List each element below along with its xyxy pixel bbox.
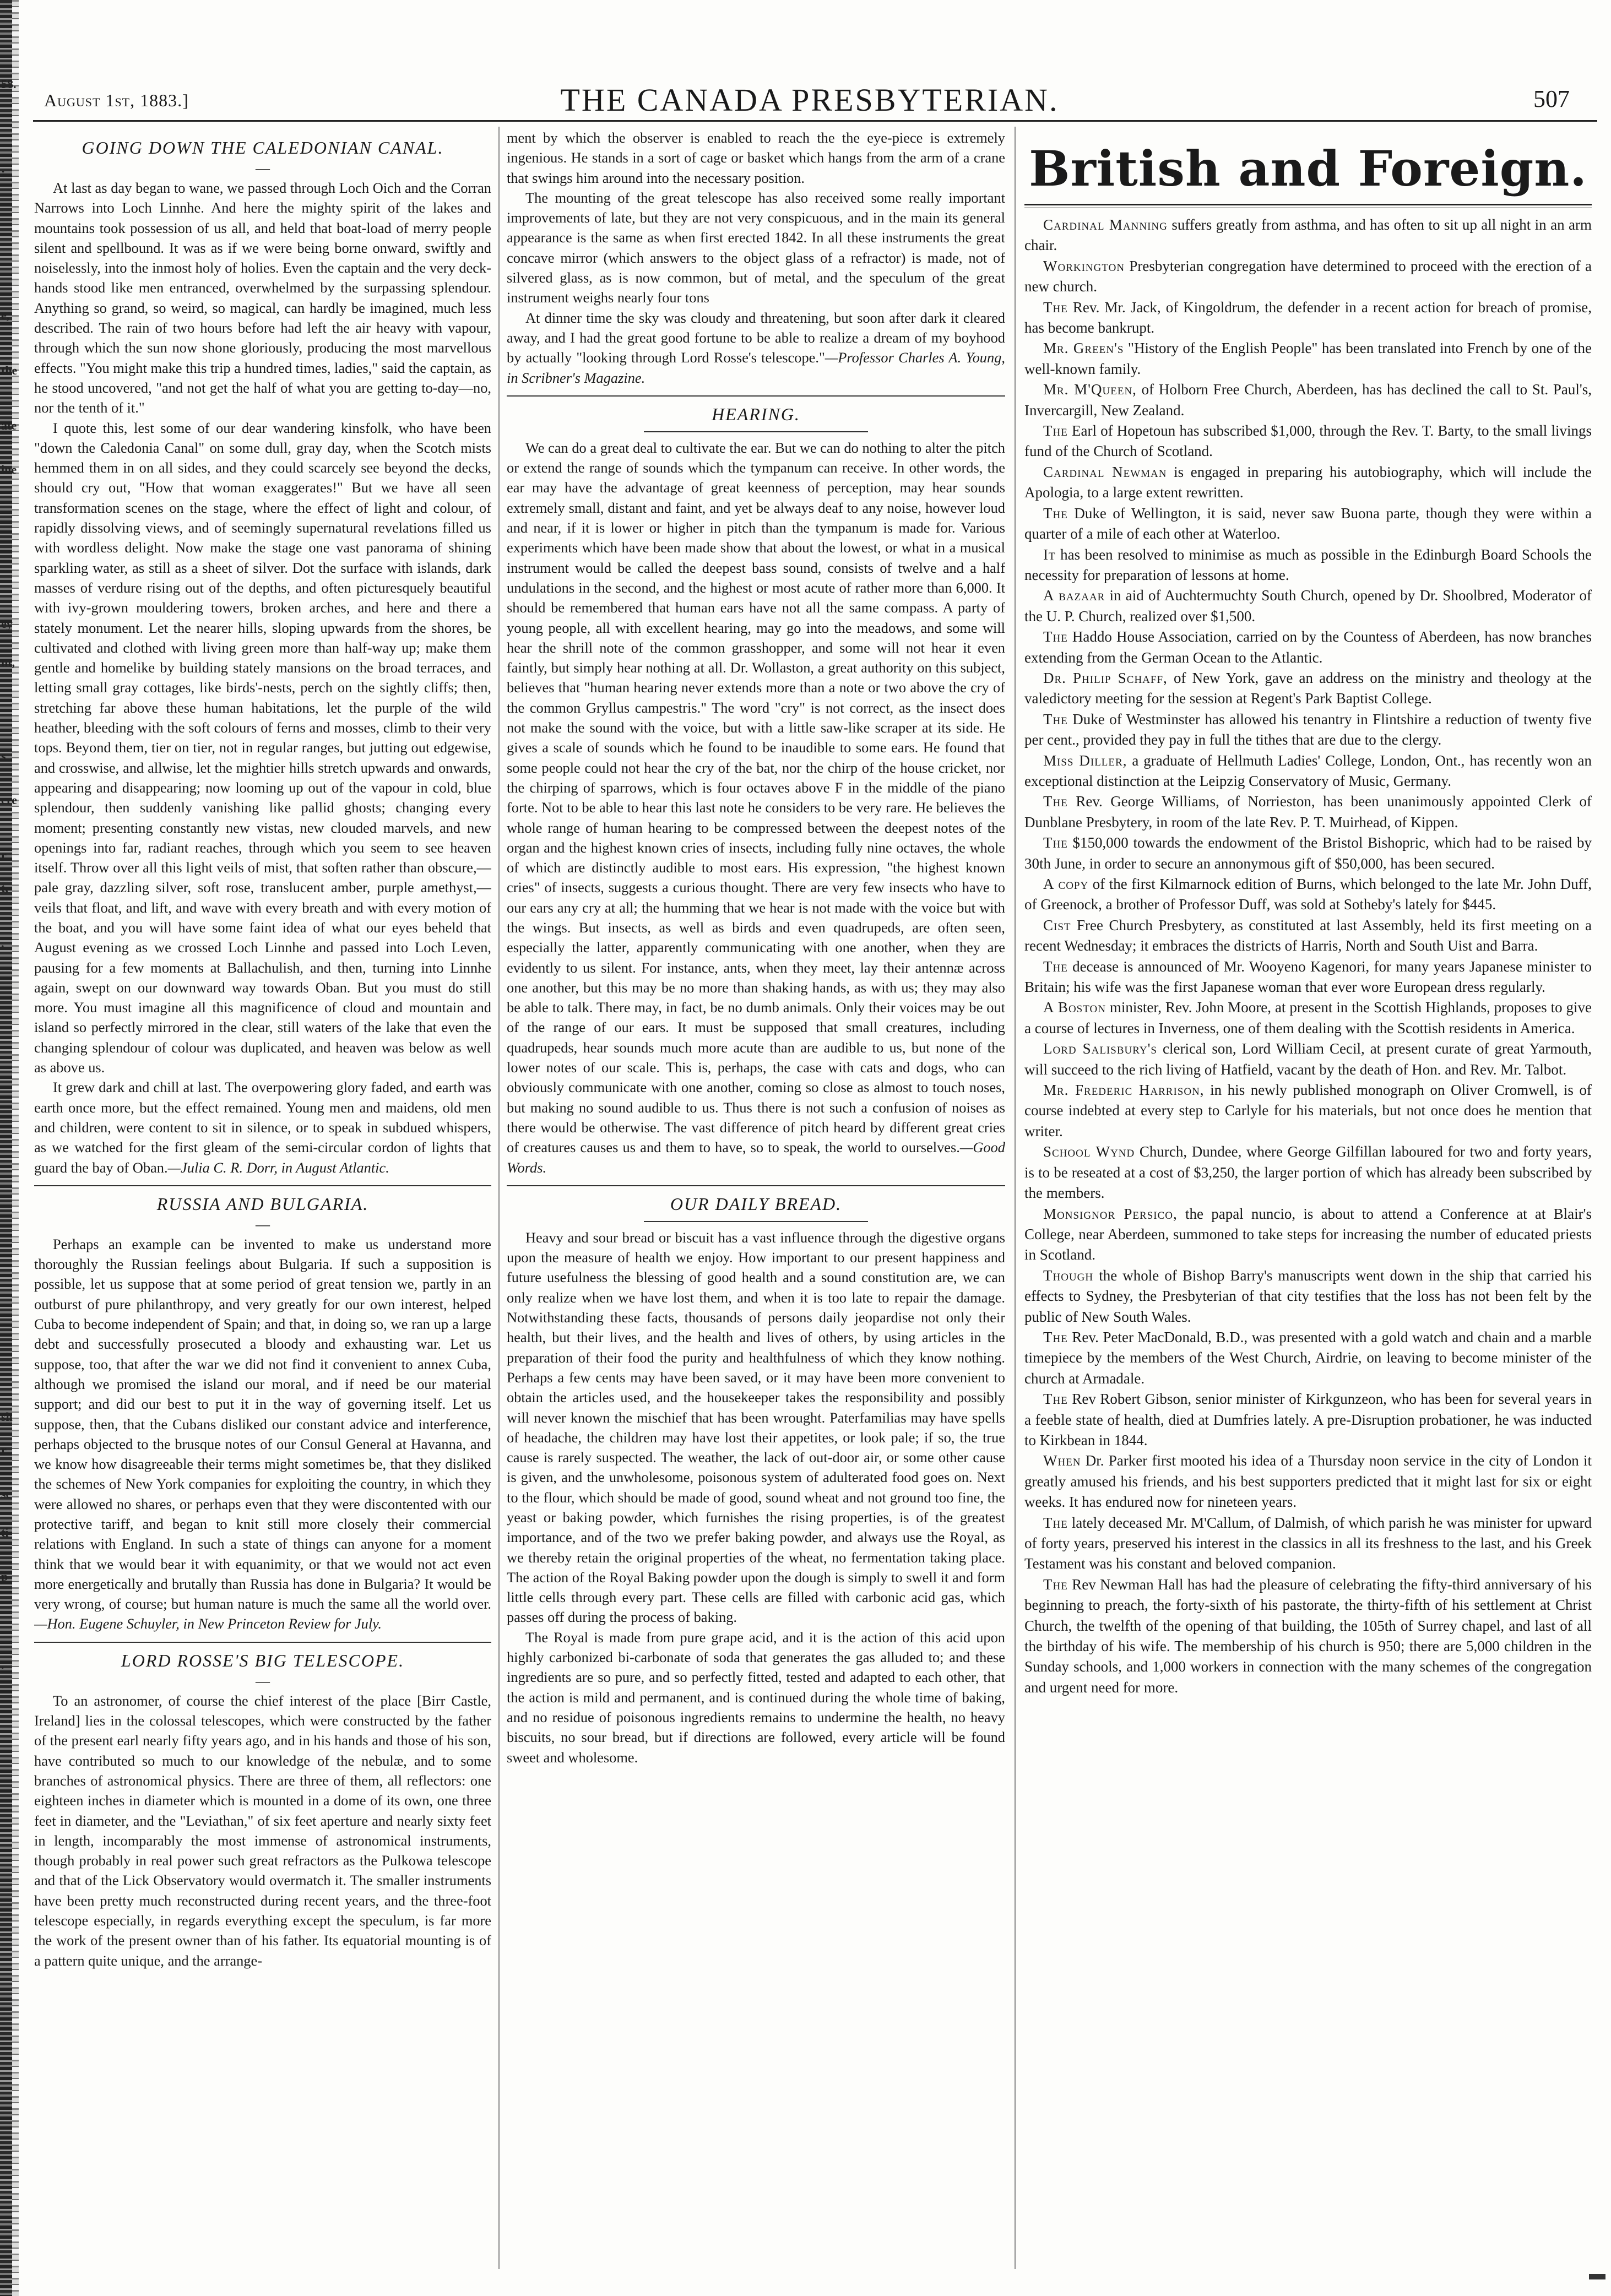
news-item-text: has been resolved to minimise as much as possible in the Edinburgh Board Schools the necessity for preparation of lessons at home. — [1024, 546, 1592, 583]
margin-fragment: . — [1, 936, 4, 950]
margin-fragment: ti — [1, 1526, 9, 1539]
news-item-text: decease is announced of Mr. Wooyeno Kagenori, for many years Japanese minister to Britain; his wife was the first Japanese woman that ever wore European dress regularly. — [1024, 958, 1592, 996]
article-paragraph: I quote this, lest some of our dear wandering kinsfolk, who have been "down the Caledonia Canal" on some dull, gray day, when the Scotch mists hemmed them in on all sides, and they could scarcely see beyond the decks, should cry out, "How that woman exaggerates!" But we have all seen transformation scenes on the stage, where the effect of light and colour, of rapidly dissolving views, and of seemingly supernatural revelations filled us with wordless delight. Now make the stage one vast panorama of shining sparkling water, as still as a sheet of silver. Dot the surface with islands, dark masses of verdure rising out of the depths, and often picturesquely beautiful with ivy-grown mouldering towers, broken arches, and here and there a stately monument. Let the nearer hills, sloping upwards from the shores, be cultivated and clothed with living green more than half-way up; make them gentle and homelike by building stately mansions on the broad terraces, and letting small gray cottages, like birds'-nests, perch on the sightly cliffs; then, stretching far above these human habitations, let the purple of the wild heather, bleeding with the soft colours of ferns and mosses, climb to their very tops. Beyond them, tier on tier, not in regular ranges, but jutting out edgewise, and crosswise, and allwise, let the mightier hills stretch upwards and onwards, appearing and disappearing; now looming up out of the vapour in cold, blue splendour, then suddenly vanishing like pallid ghosts; changing every moment; presenting constantly new vistas, new clouded marvels, and new openings into far, radiant reaches, through which you seem to see heaven itself. Throw over all this light veils of mist, that soften rather than obscure,—pale gray, dazzling silver, soft rose, translucent amber, purple amethyst,—veils that float, and lift, and wave with every breath and with every motion of the boat, and you will have some faint idea of what our eyes beheld that August evening as we crossed Loch Linnhe and passed into Loch Leven, pausing for a few moments at Ballachulish, and then, turning into Linnhe again, swept on our downward way towards Oban. But you must do still more. You must imagine all this magnificence of cloud and mountain and island so perfectly mirrored in the clear, still waters of the lake that even the changing splendour of colour was duplicated, and heaven was below as well as above us. — [34, 419, 491, 1076]
news-item — [1024, 751, 1592, 792]
news-item-text: is engaged in preparing his autobiography, which will include the Apologia, to a large extent rewritten. — [1024, 463, 1592, 501]
news-item-text: of the first Kilmarnock edition of Burns, which belonged to the late Mr. John Duff, of Greenock, a brother of Professor Duff, was sold at Sotheby's lately for $445. — [1024, 876, 1592, 913]
margin-fragment: s — [1, 749, 6, 763]
news-item-lead: The — [1043, 1576, 1068, 1593]
news-item-text: Duke of Westminster has allowed his tenantry in Flintshire a reduction of twenty five per cent., provided they pay in full the tithes that are due to the clergy. — [1024, 710, 1592, 748]
header-rule — [33, 120, 1597, 122]
news-item — [1024, 215, 1592, 256]
page-header — [33, 77, 1586, 116]
news-item — [1024, 874, 1592, 915]
news-item-lead: Monsignor Persico, — [1043, 1205, 1178, 1222]
news-item-lead: The — [1043, 1328, 1068, 1345]
news-item-lead: Mr. M'Queen, — [1043, 381, 1137, 398]
article-title: OUR DAILY BREAD. — [670, 1193, 842, 1214]
news-item-text: Presbyterian congregation have determined to proceed with the erection of a new church. — [1024, 257, 1592, 295]
news-item — [1024, 1389, 1592, 1451]
margin-edge-inner — [12, 0, 19, 2296]
article-paragraph: To an astronomer, of course the chief interest of the place [Birr Castle, Ireland] lies in the colossal telescopes, which were constructed by the father of the present earl nearly fifty years ago, and in his hands and those of his son, have contributed so much to our knowledge of the nebulæ, and to some branches of astronomical physics. There are three of them, all reflectors: one eighteen inches in diameter which is mounted in a dome of its own, one three feet in diameter, and the "Leviathan," of six feet aperture and nearly sixty feet in length, incomparably the most immense of astronomical instruments, though probably in real power such great refractors as the Pulkowa telescope and that of the Lick Observatory would overmatch it. The smaller instruments have been pretty much reconstructed during recent years, and the three-foot telescope especially, in regards everything except the speculum, is far more the work of the present owner than of his father. Its equatorial mounting is of a pattern quite unique, and the arrange- — [34, 1692, 491, 1969]
news-item-lead: Mr. Frederic Harrison, — [1043, 1082, 1205, 1099]
news-item-lead: Cist — [1043, 916, 1071, 933]
news-item-lead: Lord Salisbury's — [1043, 1040, 1157, 1057]
paragraph-text: It grew dark and chill at last. The overpowering glory faded, and earth was earth once more, but the effect remained. Young men and maidens, old men and children, were content to sit in silence, or to speak in subdued whispers, as we watched for the first gleam of the semi-circular cordon of lights that guard the bay of Oban. — [34, 1079, 491, 1176]
news-item-lead: The — [1043, 628, 1068, 645]
news-item — [1024, 668, 1592, 709]
news-item-text: Church, Dundee, where George Gilfillan laboured for two and forty years, is to be reseated at a cost of $3,250, the larger portion of which has already been subscribed by the members. — [1024, 1143, 1592, 1202]
news-item-text: $150,000 towards the endowment of the Bristol Bishopric, which had to be raised by 30th June, in order to secure an annonymous gift of $50,000, has been secured. — [1024, 834, 1592, 872]
news-item-text: Dr. Parker first mooted his idea of a Thursday noon service in the city of London it greatly amused his friends, and his best supporters predicted that it might last for six or eight weeks. It has endured now for nineteen years. — [1024, 1452, 1592, 1511]
article-paragraph: Heavy and sour bread or biscuit has a vast influence through the digestive organs upon the measure of health we enjoy. How important to our present happiness and future usefulness the blessing of good health and a sound constitution are, we can only realize when we have lost them, and when it is too late to repair the damage. Notwithstanding these facts, thousands of persons daily jeopardise not only their health, but their lives, and the health and lives of others, by using articles in the preparation of their food the purity and healthfulness of which they know nothing. Perhaps a few cents may have been saved, or it may have been more convenient to obtain the articles used, and the housekeeper takes the responsibility and possibly will never known the mischief that has been wrought. Paterfamilias may have spells of headache, the children may have lost their appetites, or look pale; if so, the true cause is rarely suspected. The weather, the lack of out-door air, or some other cause is given, and the unwholesome, poisonous system of adulterated food goes on. Next to the flour, which should be made of good, sound wheat and not ground too fine, the yeast or baking powder, which furnishes the rising properties, is of the greatest importance, and of the two we prefer baking powder, and always use the Royal, as we thereby retain the original properties of the wheat, no fermentation taking place. The action of the Royal Baking powder upon the dough is simply to swell it and form little cells through every part. These cells are filled with carbonic acid gas, which passes off during the process of baking. — [507, 1229, 1005, 1626]
margin-fragment: 58. — [1, 77, 17, 91]
news-item-text: "History of the English People" has been translated into French by one of the well-known family. — [1024, 340, 1592, 377]
article-paragraph: The Royal is made from pure grape acid, and it is the action of this acid upon highly carbonized bi-carbonate of soda that generates the gas alluded to; and these ingredients are so pure, and so perfectly fitted, tested and adapted to each other, that the action is mild and permanent, and is continued during the whole time of baking, and no residue of poisonous ingredients remains to undermine the health, no heavy biscuits, no sour bread, but if directions are followed, every article will be found sweet and wholesome. — [507, 1629, 1005, 1766]
news-item — [1024, 957, 1592, 998]
news-item-lead: Mr. Green's — [1043, 340, 1124, 357]
article-source: —Good Words. — [507, 1139, 1005, 1176]
news-item-text: the papal nuncio, is about to attend a Conference at at Blair's College, near Aberdeen, summoned to take steps for increasing the number of educated priests in Scotland. — [1024, 1205, 1592, 1263]
news-item — [1024, 997, 1592, 1039]
margin-fragment: nt, — [1, 655, 15, 669]
news-item — [1024, 915, 1592, 957]
article-daily-bread — [507, 1194, 1005, 1767]
news-item-lead: Cardinal Manning — [1043, 216, 1168, 233]
margin-fragment: p — [1, 1570, 8, 1583]
section-title-rule — [1024, 204, 1592, 208]
title-dash: — — [256, 1673, 270, 1689]
column-divider — [1015, 127, 1016, 2269]
article-paragraph — [34, 1077, 491, 1177]
column-1 — [34, 128, 491, 2274]
news-item-text: clerical son, Lord William Cecil, at present curate of great Yarmouth, will succeed to the rich living of Hatfield, vacant by the death of Hon. and Rev. Mr. Talbot. — [1024, 1040, 1592, 1078]
article-paragraph: At last as day began to wane, we passed through Loch Oich and the Corran Narrows into Loch Linnhe. And here the mighty spirit of the lakes and mountains took possession of us all, and held that boat-load of merry people silent and spellbound. It was as if we were being borne onward, swiftly and noiselessly, into the inmost holy of holies. Even the captain and the very deck-hands stood like men entranced, overwhelmed by the surpassing splendour. Anything so grand, so weird, so magical, can hardly be imagined, much less described. The rain of two hours before had left the air heavy with vapour, through which the sun now shone gloriously, producing the most marvellous effects. "You might make this trip a hundred times, ladies," said the captain, as he stood uncovered, "and not get the half of what you are getting to-day—no, nor the tenth of it." — [34, 180, 491, 416]
margin-fragment: ey — [1, 617, 13, 631]
news-item-lead: Cardinal Newman — [1043, 463, 1167, 480]
news-item — [1024, 256, 1592, 297]
news-item-text: Earl of Hopetoun has subscribed $1,000, through the Rev. T. Barty, to the small livings fund of the Church of Scotland. — [1024, 422, 1592, 460]
news-item — [1024, 627, 1592, 668]
article-paragraph: The mounting of the great telescope has also received some really important improvements of late, but they are not very conspicuous, and in the main its general appearance is the same as when first erected 1842. In all these instruments the great concave mirror (which answers to the object glass of a refractor) is made, not of silvered glass, as is now common, but of metal, and the speculum of the great instrument weighs nearly four tons — [507, 189, 1005, 306]
news-item-lead: Though — [1043, 1267, 1094, 1284]
column-2 — [507, 128, 1005, 2274]
news-item-text: Duke of Wellington, it is said, never saw Buona parte, though they were within a quarter of a mile of each other at Waterloo. — [1024, 504, 1592, 542]
news-item — [1024, 297, 1592, 339]
news-item-text: lately deceased Mr. M'Callum, of Dalmish, of which parish he was minister for upward of forty years, preserved his interest in the classics in all its freshness to the last, and his Greek Testament was his constant and beloved companion. — [1024, 1514, 1592, 1572]
news-item-lead: It — [1043, 546, 1056, 563]
article-paragraph — [507, 438, 1005, 1177]
article-divider — [507, 395, 1005, 397]
column-3 — [1024, 128, 1592, 2274]
header-date: August 1st, 1883.] — [44, 90, 189, 110]
news-item-lead: The — [1043, 504, 1068, 522]
news-item-text: of Holborn Free Church, Aberdeen, has has declined the call to St. Paul's, Invercargill, New Zealand. — [1024, 381, 1592, 419]
article-title: HEARING. — [712, 404, 800, 424]
news-item — [1024, 338, 1592, 379]
news-item-lead: The — [1043, 710, 1068, 728]
article-hearing — [507, 404, 1005, 1177]
news-item — [1024, 585, 1592, 627]
news-item-lead: Miss Diller, — [1043, 752, 1127, 769]
article-paragraph: ment by which the observer is enabled to reach the the eye-piece is extremely ingenious. He stands in a sort of cage or basket which hangs from the arm of a crane that swings him around into the necessary position. — [507, 129, 1005, 186]
news-item-text: of New York, gave an address on the ministry and theology at the valedictory meeting for the session at Regent's Park Baptist College. — [1024, 669, 1592, 707]
article-russia-bulgaria — [34, 1194, 491, 1634]
news-item-lead: Workington — [1043, 257, 1125, 274]
article-source: —Professor Charles A. Young, in Scribner's Magazine. — [507, 349, 1005, 386]
margin-fragment: t, — [1, 881, 8, 895]
news-item-lead: The — [1043, 1391, 1068, 1408]
page-edge-mark — [1589, 2274, 1605, 2279]
article-lord-rosse-continued — [507, 128, 1005, 388]
news-item — [1024, 1266, 1592, 1327]
news-item — [1024, 791, 1592, 833]
margin-fragment: . — [1, 1658, 4, 1671]
margin-fragment: se — [1, 1487, 12, 1501]
news-item-text: Rev. George Williams, of Norrieston, has been unanimously appointed Clerk of Dunblane Presbytery, in room of the late Rev. P. T. Muirhead, of Kippen. — [1024, 793, 1592, 831]
margin-fragment: e, — [1, 308, 10, 322]
margin-fragment: sh — [1, 1410, 13, 1424]
news-item-lead: The — [1043, 422, 1068, 439]
news-item — [1024, 1451, 1592, 1512]
title-dash: — — [256, 1216, 270, 1233]
paragraph-text: We can do a great deal to cultivate the ear. But we can do nothing to alter the pitch or extend the range of sounds which the tympanum can receive. In other words, the ear may have the advantage of great keenness of perception, may hear sounds extremely small, distant and faint, and yet be always deaf to any noise, however loud and near, if it is lower or higher in pitch than the tympanum is made for. Various experiments which have been made show that about the lowest, or what in a musical instrument would be called the deepest bass sound, consists of twelve and a half undulations in the second, and the highest or most acute of rather more than 6,000. It should be remembered that human ears have not all the same compass. A party of young people, all with excellent hearing, may go into the meadows, and some will hear the shrill note of the common grasshopper, and some will not hear it even faintly, but simply hear nothing at all. Dr. Wollaston, a great authority on this subject, believes that "human hearing never extends more than a note or two above the cry of the common Gryllus campestris." The word "cry" is not correct, as the insect does not make the sound with the voice, but with a little saw-like scraper at its side. He gives a scale of sounds which he found to be inaudible to some ears. He found that some people could not hear the cry of the bat, nor the chirp of the house cricket, nor the chirping of sparrows, which is four octaves above F in the middle of the piano forte. Not to be able to hear this last note he considers to be very rare. He believes the whole range of human hearing to be compressed between the deepest notes of the organ and the highest known cries of insects, including fully nine octaves, the whole of which are distinctly audible to most ears. His expression, "the highest known cries" of insects, suggests a curious thought. There are very few insects who have to our ears any cry at all; the humming that we hear is not made with the voice but with the wings. But insects, as well as birds and even quadrupeds, are often seen, especially the latter, apparently communicating with one another, when they are evidently to us silent. For instance, ants, when they meet, lay their antennæ across one another, but this may be no more than shaking hands, as with us; they may also be able to talk. There may, in fact, be no dumb animals. Only their voices may be out of the range of our ears. It must be supposed that small creatures, including quadrupeds, hear sounds much more acute than are audible to us, but none of the lower notes of our scale. This is, perhaps, the case with cats and dogs, who can obviously communicate with one another, coming so close as almost to touch noses, but making no sound audible to us. Thus there is not such a confusion of noises as there would be otherwise. The vast difference of pitch heard by different great cries of creatures causes us and them to have, so to speak, the world to ourselves. — [507, 439, 1005, 1156]
margin-fragment: r — [1, 848, 7, 862]
news-item-lead: The — [1043, 1514, 1068, 1531]
news-item — [1024, 1575, 1592, 1698]
margin-fragment: ere — [1, 793, 17, 807]
news-item-lead: The — [1043, 793, 1068, 810]
news-item — [1024, 1039, 1592, 1080]
article-paragraph — [34, 1234, 491, 1634]
news-item-text: Haddo House Association, carried on by the Countess of Aberdeen, has now branches extending from the German Ocean to the Atlantic. — [1024, 628, 1592, 666]
news-item-lead: The — [1043, 958, 1068, 975]
news-item-text: a graduate of Hellmuth Ladies' College, London, Ont., has recently won an exceptional distinction at the Leipzig Conservatory of Music, Germany. — [1024, 752, 1592, 789]
news-item-lead: School Wynd — [1043, 1143, 1135, 1160]
news-item — [1024, 503, 1592, 545]
margin-fragment: : — [1, 165, 6, 179]
column-divider — [498, 127, 500, 2269]
news-item — [1024, 833, 1592, 874]
bound-margin — [0, 0, 33, 2296]
article-title: LORD ROSSE'S BIG TELESCOPE. — [121, 1650, 405, 1670]
margin-fragment: the — [1, 363, 18, 377]
news-item — [1024, 1080, 1592, 1142]
news-item-lead: A copy — [1043, 876, 1089, 892]
title-dash: — — [256, 160, 270, 176]
news-item — [1024, 379, 1592, 421]
news-item-text: in his newly published monograph on Oliver Cromwell, is of course indebted at every step to Carlyle for his materials, but not once does he mention that writer. — [1024, 1082, 1592, 1139]
news-item — [1024, 1142, 1592, 1203]
news-item-lead: The — [1043, 298, 1068, 316]
paragraph-text: At dinner time the sky was cloudy and threatening, but soon after dark it cleared away, and I had the great good fortune to be able to realize a dream of my boyhood by actually "looking through Lord Rosse's telescope." — [507, 309, 1005, 366]
news-item-text: Free Church Presbytery, as constituted at last Assembly, held its first meeting on a recent Wednesday; it embraces the districts of Harris, North and South Uist and Barra. — [1024, 916, 1592, 954]
margin-fragment: ine — [1, 463, 17, 476]
news-item-lead: The — [1043, 834, 1068, 851]
news-item-text: Rev. Mr. Jack, of Kingoldrum, the defender in a recent action for breach of promise, has become bankrupt. — [1024, 298, 1592, 336]
news-item — [1024, 1327, 1592, 1389]
page-number: 507 — [1533, 85, 1570, 112]
paragraph-text: Perhaps an example can be invented to make us understand more thoroughly the Russian feelings about Bulgaria. If such a supposition is possible, let us suppose that at some period of great tension we, partly in an outburst of pure philanthropy, and very greatly for our own interest, helped Cuba to become independent of Spain; and that, in doing so, we ran up a large debt and successfully prosecuted a bloody and exhausting war. Let us suppose, too, that after the war we did not find it convenient to annex Cuba, although we promised the island our moral, and if need be our material support; and did our best to put it in the way of governing itself. Let us suppose, then, that the Cubans disliked our constant advice and interference, perhaps objected to the brusque notes of our Consul General at Havanna, and we know how disagreeable their terms might sometimes be, that they disliked the schemes of New York companies for exploiting the country, in which they were allowed no shares, or perhaps even that they were discontented with our protective tariff, and began to knit still more closely their commercial relations with England. In such a state of things can anyone for a moment think that we would bear it with equanimity, or that we would not act even more energetically and brutally than Russia has done in Bulgaria? It would be very wrong, of course; but human nature is much the same all the world over. — [34, 1235, 491, 1613]
article-title: GOING DOWN THE CALEDONIAN CANAL. — [82, 138, 444, 158]
margin-fragment: ate — [1, 419, 17, 432]
section-title: British and Foreign. — [1029, 140, 1587, 197]
header-title: THE CANADA PRESBYTERIAN. — [560, 82, 1059, 118]
article-divider — [34, 1642, 491, 1643]
title-underline — [644, 1221, 868, 1222]
margin-edge — [0, 0, 12, 2296]
article-source: —Hon. Eugene Schuyler, in New Princeton Review for July. — [34, 1615, 382, 1632]
article-lord-rosse — [34, 1651, 491, 1971]
news-item-text: in aid of Auchtermuchty South Church, opened by Dr. Shoolbred, Moderator of the U. P. Church, realized over $1,500. — [1024, 587, 1592, 625]
news-item-lead: When — [1043, 1452, 1081, 1469]
news-item-lead: Dr. Philip Schaff, — [1043, 669, 1168, 686]
news-item — [1024, 1513, 1592, 1575]
news-item — [1024, 462, 1592, 503]
news-item — [1024, 545, 1592, 586]
news-item-text: suffers greatly from asthma, and has often to sit up all night in an arm chair. — [1024, 216, 1592, 254]
margin-fragment: r — [1, 1443, 7, 1457]
article-divider — [507, 1185, 1005, 1186]
news-item — [1024, 421, 1592, 462]
article-paragraph — [507, 308, 1005, 388]
title-underline — [644, 431, 868, 432]
article-source: —Julia C. R. Dorr, in August Atlantic. — [167, 1159, 389, 1176]
news-item-text: Rev Robert Gibson, senior minister of Kirkgunzeon, who has been for several years in a feeble state of health, died at Dumfries lately. A pre-Disruption probationer, he was inducted to Kirkbean in 1844. — [1024, 1391, 1592, 1448]
article-caledonian-canal — [34, 138, 491, 1177]
article-divider — [34, 1185, 491, 1186]
news-item — [1024, 709, 1592, 751]
news-items — [1024, 215, 1592, 1698]
news-item-text: Rev. Peter MacDonald, B.D., was presented with a gold watch and chain and a marble timepiece by the members of the West Church, Airdrie, on leaving to become minister of the church at Armadale. — [1024, 1328, 1592, 1387]
article-title: RUSSIA AND BULGARIA. — [156, 1193, 369, 1214]
news-item — [1024, 1204, 1592, 1266]
news-item-text: Rev Newman Hall has had the pleasure of celebrating the fifty-third anniversary of his beginning to preach, the forty-sixth of his pastorate, the thirty-fifth of his settlement at Christ Church, the twelfth of the opening of that building, the 105th of Surrey chapel, and last of all the birthday of his wife. The membership of his church is 950; there are 5,000 children in the Sunday schools, and 1,000 workers in connection with the many schemes of the congregation and urgent need for more. — [1024, 1576, 1592, 1696]
news-item-text: the whole of Bishop Barry's manuscripts went down in the ship that carried his effects to Sydney, the Presbyterian of that city testifies that the loss has not been felt by the public of New South Wales. — [1024, 1267, 1592, 1325]
news-item-text: minister, Rev. John Moore, at present in the Scottish Highlands, proposes to give a course of lectures in Inverness, one of them dealing with the Scottish residents in America. — [1024, 999, 1592, 1036]
news-item-lead: A bazaar — [1043, 587, 1105, 604]
news-item-lead: A Boston — [1043, 999, 1106, 1016]
